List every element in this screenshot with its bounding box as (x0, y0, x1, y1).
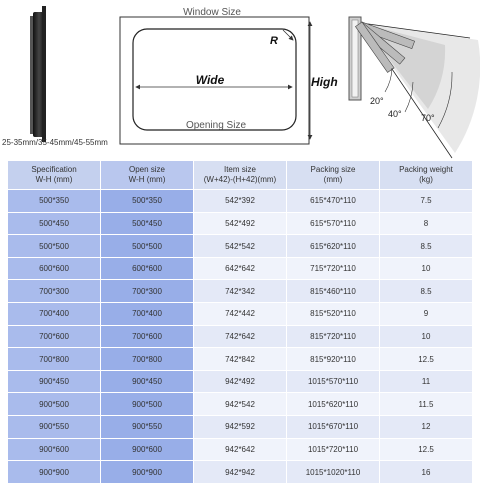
packing-size-cell: 615*620*110 (287, 235, 380, 258)
header-packing-weight: Packing weight (kg) (380, 161, 473, 190)
angle-label-20: 20° (370, 96, 384, 106)
radius-label: R (270, 35, 278, 47)
table-row (8, 190, 473, 213)
item-size-cell: 542*542 (194, 235, 287, 258)
packing-size-cell: 1015*570*110 (287, 370, 380, 393)
item-size-cell: 942*942 (194, 461, 287, 484)
item-size-cell: 542*492 (194, 212, 287, 235)
window-diagram (0, 0, 480, 160)
table-row (8, 438, 473, 461)
item-size-cell: 942*592 (194, 416, 287, 439)
table-row (8, 303, 473, 326)
spec-cell: 900*550 (8, 416, 101, 439)
table-row (8, 370, 473, 393)
open-size-cell: 900*600 (101, 438, 194, 461)
packing-weight-cell: 11.5 (380, 393, 473, 416)
spec-cell: 900*900 (8, 461, 101, 484)
table-row (8, 212, 473, 235)
window-size-label: Window Size (183, 7, 241, 18)
open-size-cell: 700*800 (101, 348, 194, 371)
packing-weight-cell: 16 (380, 461, 473, 484)
table-row (8, 280, 473, 303)
packing-weight-cell: 8.5 (380, 235, 473, 258)
high-label: High (311, 75, 338, 89)
packing-size-cell: 1015*670*110 (287, 416, 380, 439)
packing-size-cell: 615*570*110 (287, 212, 380, 235)
opening-size-label: Opening Size (185, 120, 247, 131)
table-row (8, 348, 473, 371)
spec-cell: 500*450 (8, 212, 101, 235)
item-size-cell: 942*542 (194, 393, 287, 416)
header-specification: Specification W-H (mm) (8, 161, 101, 190)
packing-size-cell: 815*460*110 (287, 280, 380, 303)
item-size-cell: 742*342 (194, 280, 287, 303)
open-size-cell: 900*500 (101, 393, 194, 416)
packing-weight-cell: 8 (380, 212, 473, 235)
open-size-cell: 900*450 (101, 370, 194, 393)
table-row (8, 257, 473, 280)
packing-weight-cell: 11 (380, 370, 473, 393)
packing-weight-cell: 10 (380, 325, 473, 348)
frame-thickness-text: 25-35mm/35-45mm/45-55mm (2, 138, 108, 147)
spec-cell: 700*300 (8, 280, 101, 303)
header-open-size: Open size W-H (mm) (101, 161, 194, 190)
item-size-cell: 742*642 (194, 325, 287, 348)
spec-cell: 700*400 (8, 303, 101, 326)
open-size-cell: 900*550 (101, 416, 194, 439)
open-size-cell: 500*350 (101, 190, 194, 213)
window-front-view (120, 7, 338, 144)
spec-cell: 700*800 (8, 348, 101, 371)
table-row (8, 416, 473, 439)
packing-weight-cell: 12.5 (380, 438, 473, 461)
open-size-cell: 900*900 (101, 461, 194, 484)
packing-size-cell: 1015*1020*110 (287, 461, 380, 484)
table-row (8, 393, 473, 416)
packing-size-cell: 815*920*110 (287, 348, 380, 371)
open-size-cell: 700*400 (101, 303, 194, 326)
table-row (8, 461, 473, 484)
packing-weight-cell: 7.5 (380, 190, 473, 213)
angle-label-40: 40° (388, 109, 402, 119)
item-size-cell: 942*642 (194, 438, 287, 461)
spec-cell: 500*500 (8, 235, 101, 258)
spec-cell: 600*600 (8, 257, 101, 280)
open-size-cell: 700*600 (101, 325, 194, 348)
open-size-cell: 500*500 (101, 235, 194, 258)
header-packing-size: Packing size (mm) (287, 161, 380, 190)
packing-size-cell: 815*720*110 (287, 325, 380, 348)
opening-angle-diagram (349, 17, 480, 158)
packing-weight-cell: 10 (380, 257, 473, 280)
item-size-cell: 942*492 (194, 370, 287, 393)
packing-size-cell: 815*520*110 (287, 303, 380, 326)
item-size-cell: 742*842 (194, 348, 287, 371)
frame-profile-image (30, 6, 46, 142)
packing-weight-cell: 9 (380, 303, 473, 326)
spec-cell: 900*500 (8, 393, 101, 416)
open-size-cell: 700*300 (101, 280, 194, 303)
packing-size-cell: 1015*620*110 (287, 393, 380, 416)
wide-label: Wide (195, 73, 225, 87)
item-size-cell: 642*642 (194, 257, 287, 280)
open-size-cell: 600*600 (101, 257, 194, 280)
spec-cell: 900*450 (8, 370, 101, 393)
spec-cell: 700*600 (8, 325, 101, 348)
item-size-cell: 542*392 (194, 190, 287, 213)
header-item-size: Item size (W+42)-(H+42)(mm) (194, 161, 287, 190)
packing-size-cell: 715*720*110 (287, 257, 380, 280)
table-row (8, 325, 473, 348)
packing-size-cell: 615*470*110 (287, 190, 380, 213)
spec-cell: 900*600 (8, 438, 101, 461)
table-row (8, 235, 473, 258)
angle-label-70: 70° (421, 113, 435, 123)
packing-weight-cell: 12 (380, 416, 473, 439)
open-size-cell: 500*450 (101, 212, 194, 235)
table-header-row (8, 161, 473, 190)
packing-weight-cell: 12.5 (380, 348, 473, 371)
spec-cell: 500*350 (8, 190, 101, 213)
item-size-cell: 742*442 (194, 303, 287, 326)
specification-table (7, 160, 473, 484)
packing-size-cell: 1015*720*110 (287, 438, 380, 461)
packing-weight-cell: 8.5 (380, 280, 473, 303)
